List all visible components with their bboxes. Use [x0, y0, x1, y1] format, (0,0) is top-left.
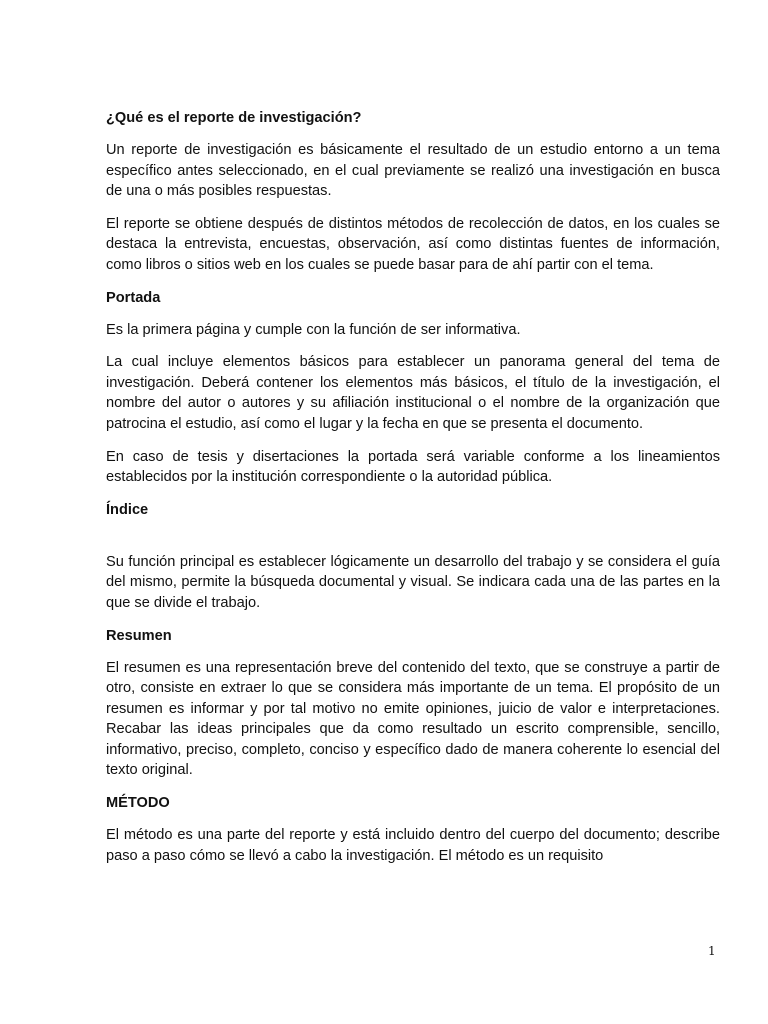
paragraph: El resumen es una representación breve del contenido del texto, que se construye a partir de otro, consiste en extraer lo que se considera más importante de un tema. El propósito de un resumen es informar y por tal motivo no emite opiniones, juicio de valor e interpretaciones. Recabar las ideas principales que da como resultado un escrito comprensible, sencillo, informativo, preciso, completo, conciso y específico dado de manera coherente lo esencial del texto original.: [106, 659, 720, 779]
section-heading-resumen: Resumen: [106, 627, 172, 644]
paragraph: El método es una parte del reporte y está incluido dentro del cuerpo del documento; describe paso a paso cómo se llevó a cabo la investigación. El método es un requisito: [106, 827, 720, 864]
paragraph: Es la primera página y cumple con la función de ser informativa.: [106, 321, 521, 338]
section-heading-metodo: MÉTODO: [106, 795, 170, 812]
section-heading-que-es: ¿Qué es el reporte de investigación?: [106, 110, 362, 126]
page-number: 1: [708, 944, 716, 958]
paragraph: El reporte se obtiene después de distintos métodos de recolección de datos, en los cuales se destaca la entrevista, encuestas, observación, así como distintas fuentes de información, como libros o sitios web en los cuales se puede basar para de ahí partir con el tema.: [106, 215, 720, 273]
paragraph: En caso de tesis y disertaciones la portada será variable conforme a los lineamientos establecidos por la institución correspondiente o la autoridad pública.: [106, 448, 720, 486]
section-heading-portada: Portada: [106, 289, 161, 306]
section-heading-indice: Índice: [106, 501, 149, 518]
paragraph: Un reporte de investigación es básicamente el resultado de un estudio entorno a un tema específico antes seleccionado, en el cual previamente se realizó una investigación en busca de una o más posibles respuestas.: [106, 142, 720, 200]
paragraph: La cual incluye elementos básicos para establecer un panorama general del tema de investigación. Deberá contener los elementos más básicos, el título de la investigación, el nombre del autor o autores y su afiliación institucional o el nombre de la organización que patrocina el estudio, así como el lugar y la fecha en que se presenta el documento.: [106, 354, 720, 432]
document-body: [106, 108, 720, 878]
paragraph: Su función principal es establecer lógicamente un desarrollo del trabajo y se considera el guía del mismo, permite la búsqueda documental y visual. Se indicara cada una de las partes en la que se divide el trabajo.: [106, 553, 720, 611]
